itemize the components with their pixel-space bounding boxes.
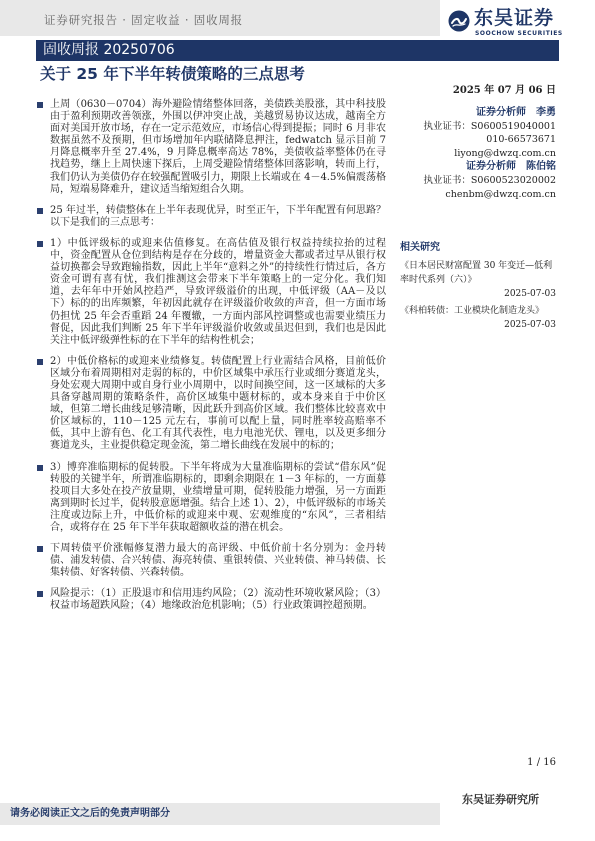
report-date: 2025 年 07 月 06 日	[452, 85, 556, 96]
risk-warning-item	[36, 588, 386, 612]
related-report-date: 2025-07-03	[504, 320, 556, 330]
summary-text: 1）中低评级标的或迎来估值修复。在高估值及银行权益持续拉抬的过程中，资金配置从仓位到结构是存在分歧的，增量资金大都或者过早从银行权益切换都会导致跑输指数，因此上半年“意料之外”的持续性行情过后，各方资金可谓有喜有忧，我们推测这会带来下半年策略上的一定分化。我们知道，去年年中开始风控趋严，导致评级溢价的出现，中低评级（AA－及以下）标的的出库频繁，年初因此就存在评级溢价收敛的声音，但一方面市场仍担忧 25 年会否重蹈 24 年覆辙，一方面内部风控调整或也需要业绩压力督促，因此我们判断 25 年下半年评级溢价收敛或虽迟但到，我们也是因此关注中低评级弹性标的在下半年的结构性机会；	[50, 237, 386, 346]
analyst-license: 执业证书：S0600519040001	[423, 120, 556, 132]
analyst-name: 陈伯铭	[526, 161, 556, 173]
analyst-phone: 010-66573671	[486, 134, 556, 146]
analyst-license: 执业证书：S0600523020002	[423, 174, 556, 186]
report-category: 证券研究报告 · 固定收益 · 固收周报	[44, 13, 243, 27]
summary-text: 上周（0630－0704）海外避险情绪整体回落，美债跌美股涨，其中科技股由于盈利预期改善领涨，外围以伊冲突止战，美越贸易协议达成，越南全方面对美国开放市场，存在一定示范效应，市场信心得到提振；同时 6 月非农数据虽然不及预期，但市场增加年内联储降息押注，fedwatch 显示目前 7 月降息概率升至 27.4%，9 月降息概率高达 78%，美债收益率整体仍在寻找趋势，继上上周快速下探后，上周受避险情绪整体回落影响，转而上行，我们仍认为美债仍存在较强配置吸引力，期限上长端或在 4－4.5%偏震荡格局，短端易降难升，建议适当缩短组合久期。	[50, 99, 386, 195]
related-report	[400, 259, 556, 301]
summary-text: 3）博弈准临期标的促转股。下半年将成为大量准临期标的尝试“借东风”促转股的关键半年，所谓准临期标的，即剩余期限在 1－3 年标的，一方面募投项目大多处在投产放量期，业绩增量可期，促转股能力增强，另一方面距离到期时长过半，促转股意愿增强。结合上述 1）、2），中低评级标的市场关注度或边际上升，中低价标的或迎来中观、宏观维度的“东风”，三者相结合，或将存在 25 年下半年获取超额收益的潜在机会。	[50, 461, 386, 533]
summary-item	[36, 205, 386, 229]
summary-text: 25 年过半，转债整体在上半年表现优异，时至正午，下半年配置有何思路？以下是我们的三点思考：	[50, 204, 386, 228]
page-title: 关于 25 年下半年转债策略的三点思考	[40, 65, 305, 83]
square-bullet-icon	[37, 546, 43, 552]
square-bullet-icon	[37, 208, 43, 214]
analyst-heading	[400, 160, 556, 174]
summary-item	[36, 462, 386, 535]
summary-column	[36, 99, 386, 622]
related-report-title: 《日本居民财富配置 30 年变迁—低利率时代系列（六）》	[400, 261, 553, 285]
analyst-column	[400, 106, 556, 201]
risk-warning-text: 风险提示：（1）正股退市和信用违约风险；（2）流动性环境收紧风险；（3）权益市场超跌风险；（4）地缘政治危机影响；（5）行业政策调控超预期。	[50, 588, 386, 612]
logo-name-en: SOOCHOW SECURITIES	[475, 30, 563, 37]
analyst-card	[400, 106, 556, 160]
analyst-card	[400, 160, 556, 201]
logo-name-cn: 东吴证券	[474, 7, 555, 29]
square-bullet-icon	[37, 241, 43, 247]
related-research-heading: 相关研究	[400, 242, 440, 253]
square-bullet-icon	[37, 465, 43, 471]
square-bullet-icon	[37, 591, 43, 597]
summary-item	[36, 99, 386, 196]
summary-item	[36, 238, 386, 347]
analyst-role: 证券分析师	[466, 161, 516, 173]
related-report-date: 2025-07-03	[504, 289, 556, 299]
header-band	[0, 0, 440, 36]
analyst-name: 李勇	[536, 107, 556, 118]
analyst-heading	[400, 106, 556, 120]
report-tag: 固收周报 20250706	[43, 42, 175, 58]
disclaimer-band	[0, 803, 440, 825]
analyst-email: chenbm@dwzq.com.cn	[445, 188, 556, 200]
analyst-email: liyong@dwzq.com.cn	[454, 147, 556, 159]
square-bullet-icon	[37, 102, 43, 108]
summary-item	[36, 543, 386, 579]
related-research	[400, 241, 556, 335]
analyst-role: 证券分析师	[476, 107, 526, 118]
page-number: 1 / 16	[527, 757, 556, 768]
disclaimer-text: 请务必阅读正文之后的免责声明部分	[10, 808, 170, 819]
soochow-logo-emblem-icon	[448, 10, 470, 32]
related-report	[400, 304, 556, 332]
report-tag-bar	[36, 40, 559, 61]
footer-institute: 东吴证券研究所	[462, 793, 539, 806]
related-report-title: 《科柏转债：工业模块化制造龙头》	[400, 306, 545, 316]
square-bullet-icon	[37, 359, 43, 365]
summary-item	[36, 356, 386, 453]
summary-text: 下周转债平价涨幅修复潜力最大的高评级、中低价前十名分别为：金丹转债、浦发转债、合兴转债、海亮转债、重银转债、兴业转债、神马转债、长集转债、好客转债、兴森转债。	[50, 543, 386, 579]
summary-text: 2）中低价格标的或迎来业绩修复。转债配置上行业需结合风格，目前低价区域分布着周期相对走弱的标的，中价区域集中承压行业或细分赛道龙头，身处宏观大周期中或自身行业小周期中，以时间换空间，这一区域标的大多具备穿越周期的策略条件，高价区域集中题材标的，或本身来自于中价区域，但第二增长曲线足够清晰，因此跃升到高价区域。我们整体比较喜欢中价区域标的，110－125 元左右，事前可以配上量，同时胜率较高赔率不低，其中上游有色、化工有其代表性，电力电池光伏、锂电，以及更多细分赛道龙头，主业提供稳定现金流，第二增长曲线在发展中的标的；	[50, 355, 386, 452]
brand-logo	[448, 7, 563, 39]
